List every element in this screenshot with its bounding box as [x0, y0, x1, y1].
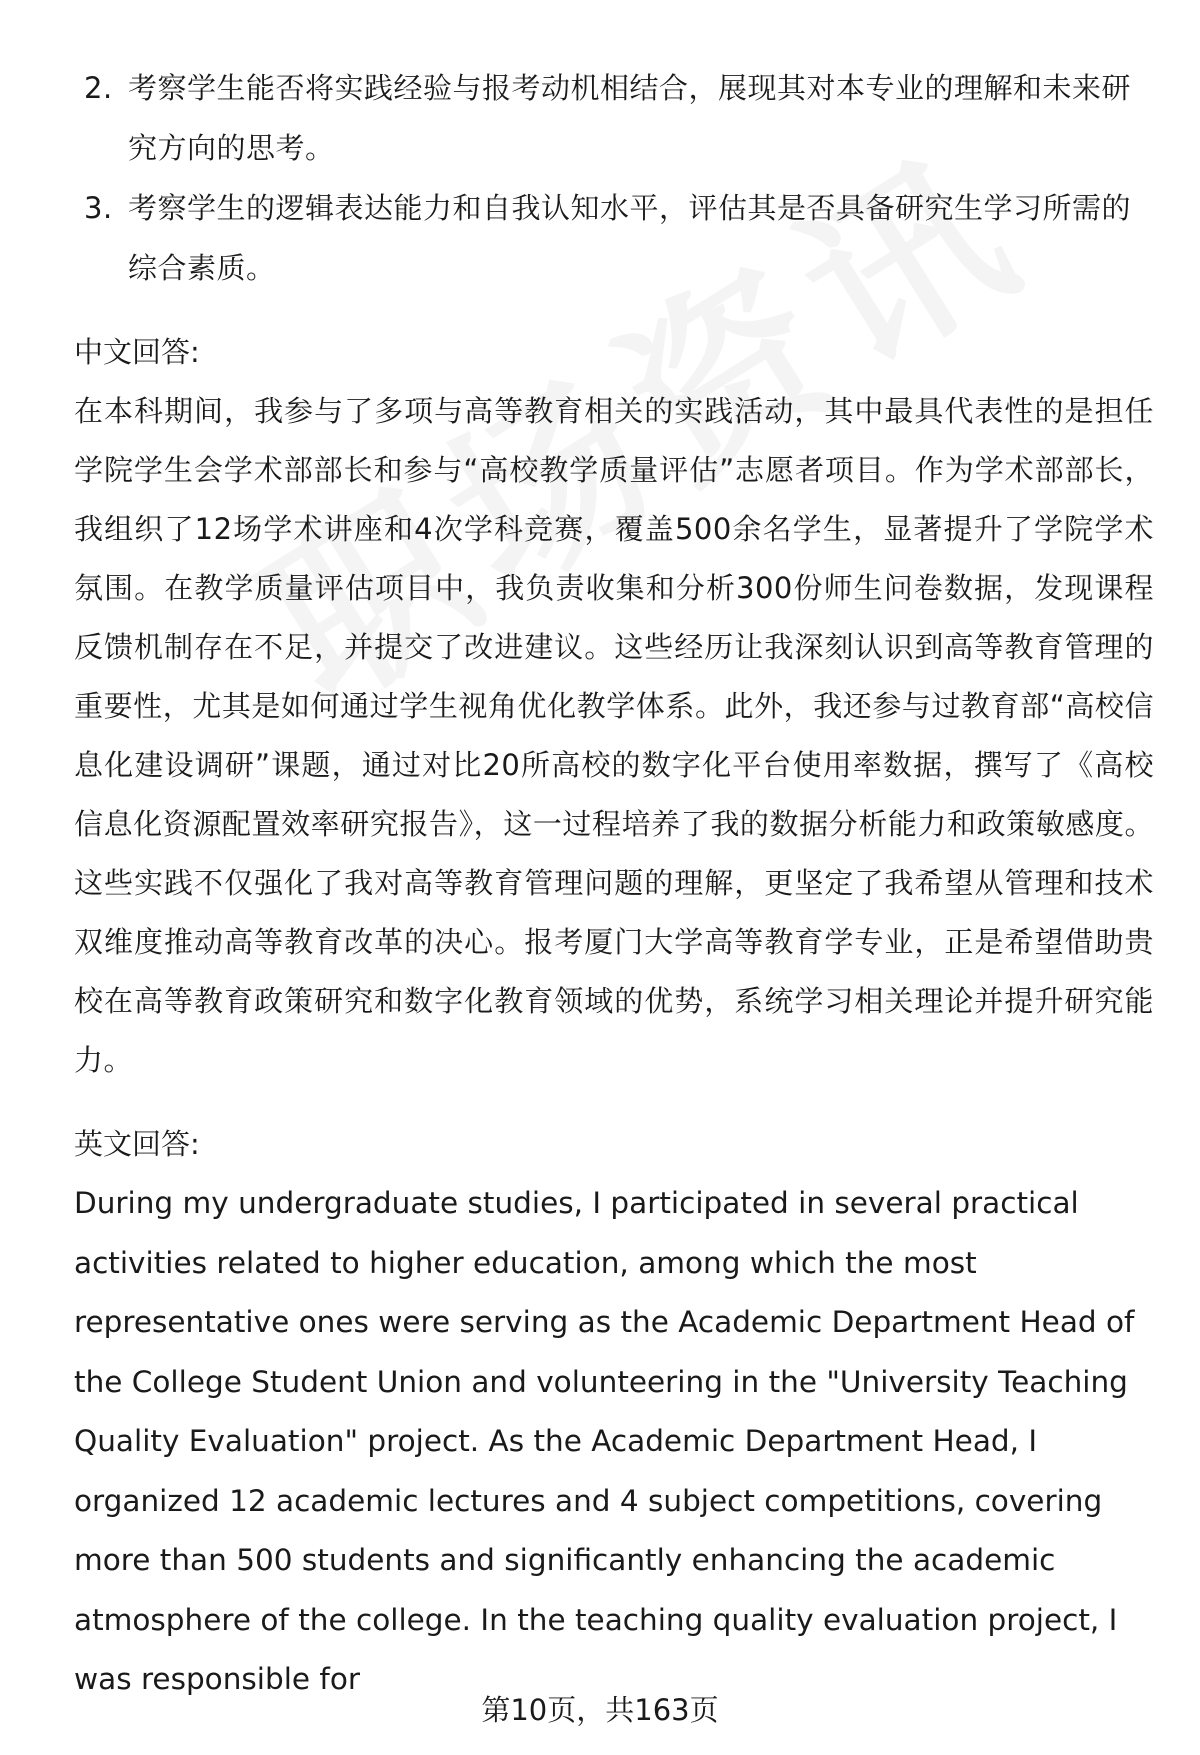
criteria-number: 3.: [84, 191, 113, 225]
criteria-text: 考察学生能否将实践经验与报考动机相结合，展现其对本专业的理解和未来研究方向的思考。: [128, 71, 1132, 165]
chinese-answer-text: 在本科期间，我参与了多项与高等教育相关的实践活动，其中最具代表性的是担任学院学生会学术部部长和参与“高校教学质量评估”志愿者项目。作为学术部部长，我组织了12场学术讲座和4次学科竞赛，覆盖500余名学生，显著提升了学院学术氛围。在教学质量评估项目中，我负责收集和分析300份师生问卷数据，发现课程反馈机制存在不足，并提交了改进建议。这些经历让我深刻认识到高等教育管理的重要性，尤其是如何通过学生视角优化教学体系。此外，我还参与过教育部“高校信息化建设调研”课题，通过对比20所高校的数字化平台使用率数据，撰写了《高校信息化资源配置效率研究报告》，这一过程培养了我的数据分析能力和政策敏感度。这些实践不仅强化了我对高等教育管理问题的理解，更坚定了我希望从管理和技术双维度推动高等教育改革的决心。报考厦门大学高等教育学专业，正是希望借助贵校在高等教育政策研究和数字化教育领域的优势，系统学习相关理论并提升研究能力。: [74, 394, 1154, 1077]
document-body: [74, 58, 1154, 1710]
criteria-list: [74, 58, 1154, 298]
page-number: 第10页，共163页: [481, 1693, 719, 1727]
criteria-number: 2.: [84, 71, 113, 105]
chinese-answer-label: 中文回答:: [74, 335, 200, 369]
criteria-item: [74, 178, 1154, 298]
criteria-item: [74, 58, 1154, 178]
criteria-text: 考察学生的逻辑表达能力和自我认知水平，评估其是否具备研究生学习所需的综合素质。: [128, 191, 1132, 285]
english-answer-text: During my undergraduate studies, I participated in several practical activities related to higher education, among which the most representative ones were serving as the Academic Department Head of the College Student Union and volunteering in the "University Teaching Quality Evaluation" project. As the Academic Department Head, I organized 12 academic lectures and 4 subject competitions, covering more than 500 students and significantly enhancing the academic atmosphere of the college. In the teaching quality evaluation project, I was responsible for: [74, 1186, 1135, 1696]
english-answer-label: 英文回答:: [74, 1127, 200, 1161]
